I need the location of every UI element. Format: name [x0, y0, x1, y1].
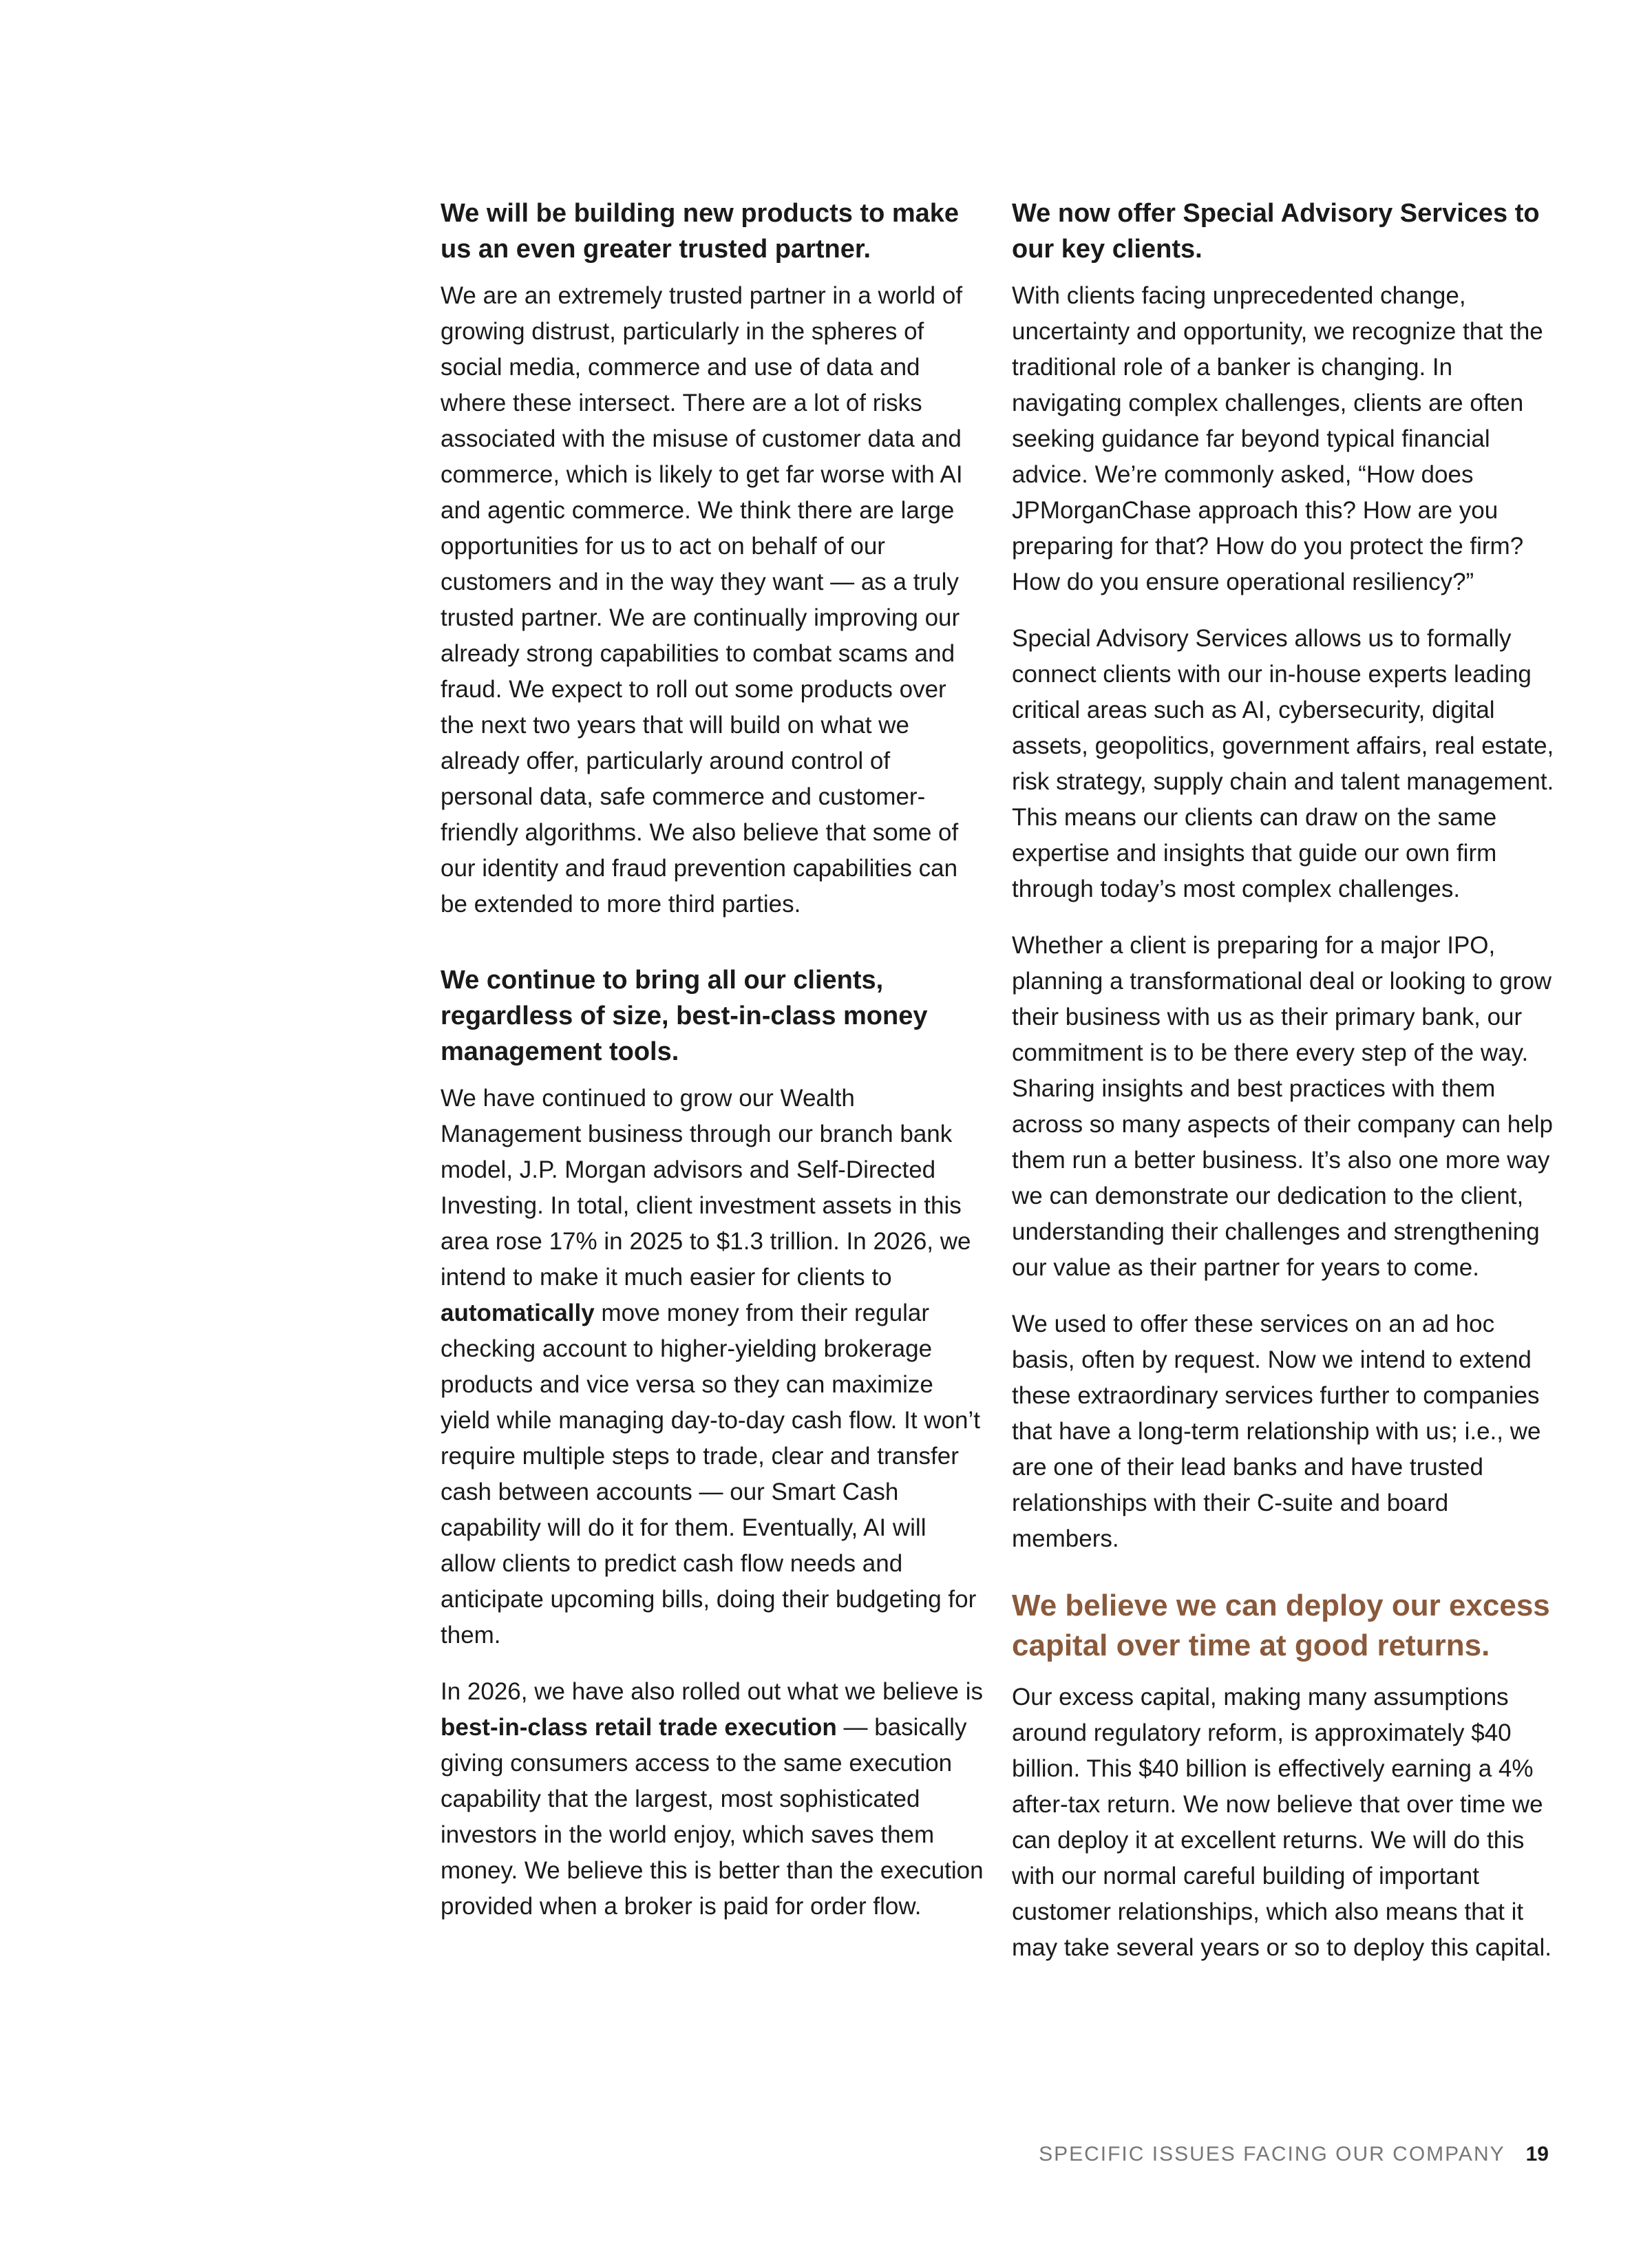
paragraph-text: — basically giving consumers access to the same execution capability that the largest, most sophisticated investors in the world enjoy, which saves them money. We believe this is better than the execution provided when a broker is paid for order flow. — [441, 1714, 984, 1920]
paragraph-text: move money from their regular checking account to higher-yielding brokerage products and vice versa so they can maximize yield while managing day-to-day cash flow. It won’t require multiple steps to trade, clear and transfer cash between accounts — our Smart Cash capability will do it for them. Eventually, AI will allow clients to predict cash flow needs and anticipate upcoming bills, doing their budgeting for them. — [441, 1300, 981, 1649]
paragraph-trusted-partner: We are an extremely trusted partner in a world of growing distrust, particularly in the spheres of social media, commerce and use of data and where these intersect. There are a lot of risks associated with the misuse of customer data and commerce, which is likely to get far worse with AI and agentic commerce. We think there are large opportunities for us to act on behalf of our customers and in the way they want — as a truly trusted partner. We are continually improving our already strong capabilities to combat scams and fraud. We expect to roll out some products over the next two years that will build on what we already offer, particularly around control of personal data, safe commerce and customer-friendly algorithms. We also believe that some of our identity and fraud prevention capabilities can be extended to more third parties. — [441, 282, 963, 918]
footer-section-title: SPECIFIC ISSUES FACING OUR COMPANY — [1039, 2143, 1505, 2165]
paragraph-text: We have continued to grow our Wealth Management business through our branch bank model, J.P. Morgan advisors and Self-Directed Investing. In total, client investment assets in this area rose 17% in 2025 to $1.3 trillion. In 2026, we intend to make it much easier for clients to — [441, 1085, 971, 1291]
section-heading-excess-capital: We believe we can deploy our excess capital over time at good returns. — [1012, 1589, 1550, 1662]
paragraph-wealth-management — [441, 1081, 984, 1653]
page-number: 19 — [1525, 2143, 1549, 2165]
paragraph-ad-hoc-services: We used to offer these services on an ad hoc basis, often by request. Now we intend to extend these extraordinary services further to companies that have a long-term relationship with us; i.e., we are one of their lead banks and have trusted relationships with their C-suite and board members. — [1012, 1311, 1541, 1552]
paragraph-trade-execution — [441, 1674, 984, 1925]
paragraph-excess-capital: Our excess capital, making many assumptions around regulatory reform, is approximately $40 billion. This $40 billion is effectively earning a 4% after-tax return. We now believe that over time we can deploy it at excellent returns. We will do this with our normal careful building of important customer relationships, which also means that it may take several years or so to deploy this capital. — [1012, 1684, 1552, 1961]
paragraph-client-commitment: Whether a client is preparing for a major IPO, planning a transformational deal or looking to grow their business with us as their primary bank, our commitment is to be there every step of the way. Sharing insights and best practices with them across so many aspects of their company can help them run a better business. It’s also one more way we can demonstrate our dedication to the client, understanding their challenges and strengthening our value as their partner for years to come. — [1012, 932, 1553, 1281]
paragraph-text: In 2026, we have also rolled out what we believe is — [441, 1678, 983, 1705]
section-heading-special-advisory: We now offer Special Advisory Services to our key clients. — [1012, 199, 1540, 264]
right-column — [1012, 195, 1556, 1987]
paragraph-unprecedented-change: With clients facing unprecedented change, uncertainty and opportunity, we recognize that the traditional role of a banker is changing. In navigating complex challenges, clients are often seeking guidance far beyond typical financial advice. We’re commonly asked, “How does JPMorganChase approach this? How are you preparing for that? How do you protect the firm? How do you ensure operational resiliency?” — [1012, 282, 1543, 595]
page-footer — [1039, 2143, 1549, 2166]
section-heading-money-management: We continue to bring all our clients, regardless of size, best-in-class money management tools. — [441, 966, 928, 1066]
bold-text: best-in-class retail trade execution — [441, 1714, 837, 1741]
paragraph-special-advisory: Special Advisory Services allows us to formally connect clients with our in-house experts leading critical areas such as AI, cybersecurity, digital assets, geopolitics, government affairs, real estate, risk strategy, supply chain and talent management. This means our clients can draw on the same expertise and insights that guide our own firm through today’s most complex challenges. — [1012, 625, 1554, 902]
bold-text: automatically — [441, 1300, 595, 1326]
left-column — [441, 195, 984, 1945]
section-heading-trusted-partner: We will be building new products to make us an even greater trusted partner. — [441, 199, 960, 264]
